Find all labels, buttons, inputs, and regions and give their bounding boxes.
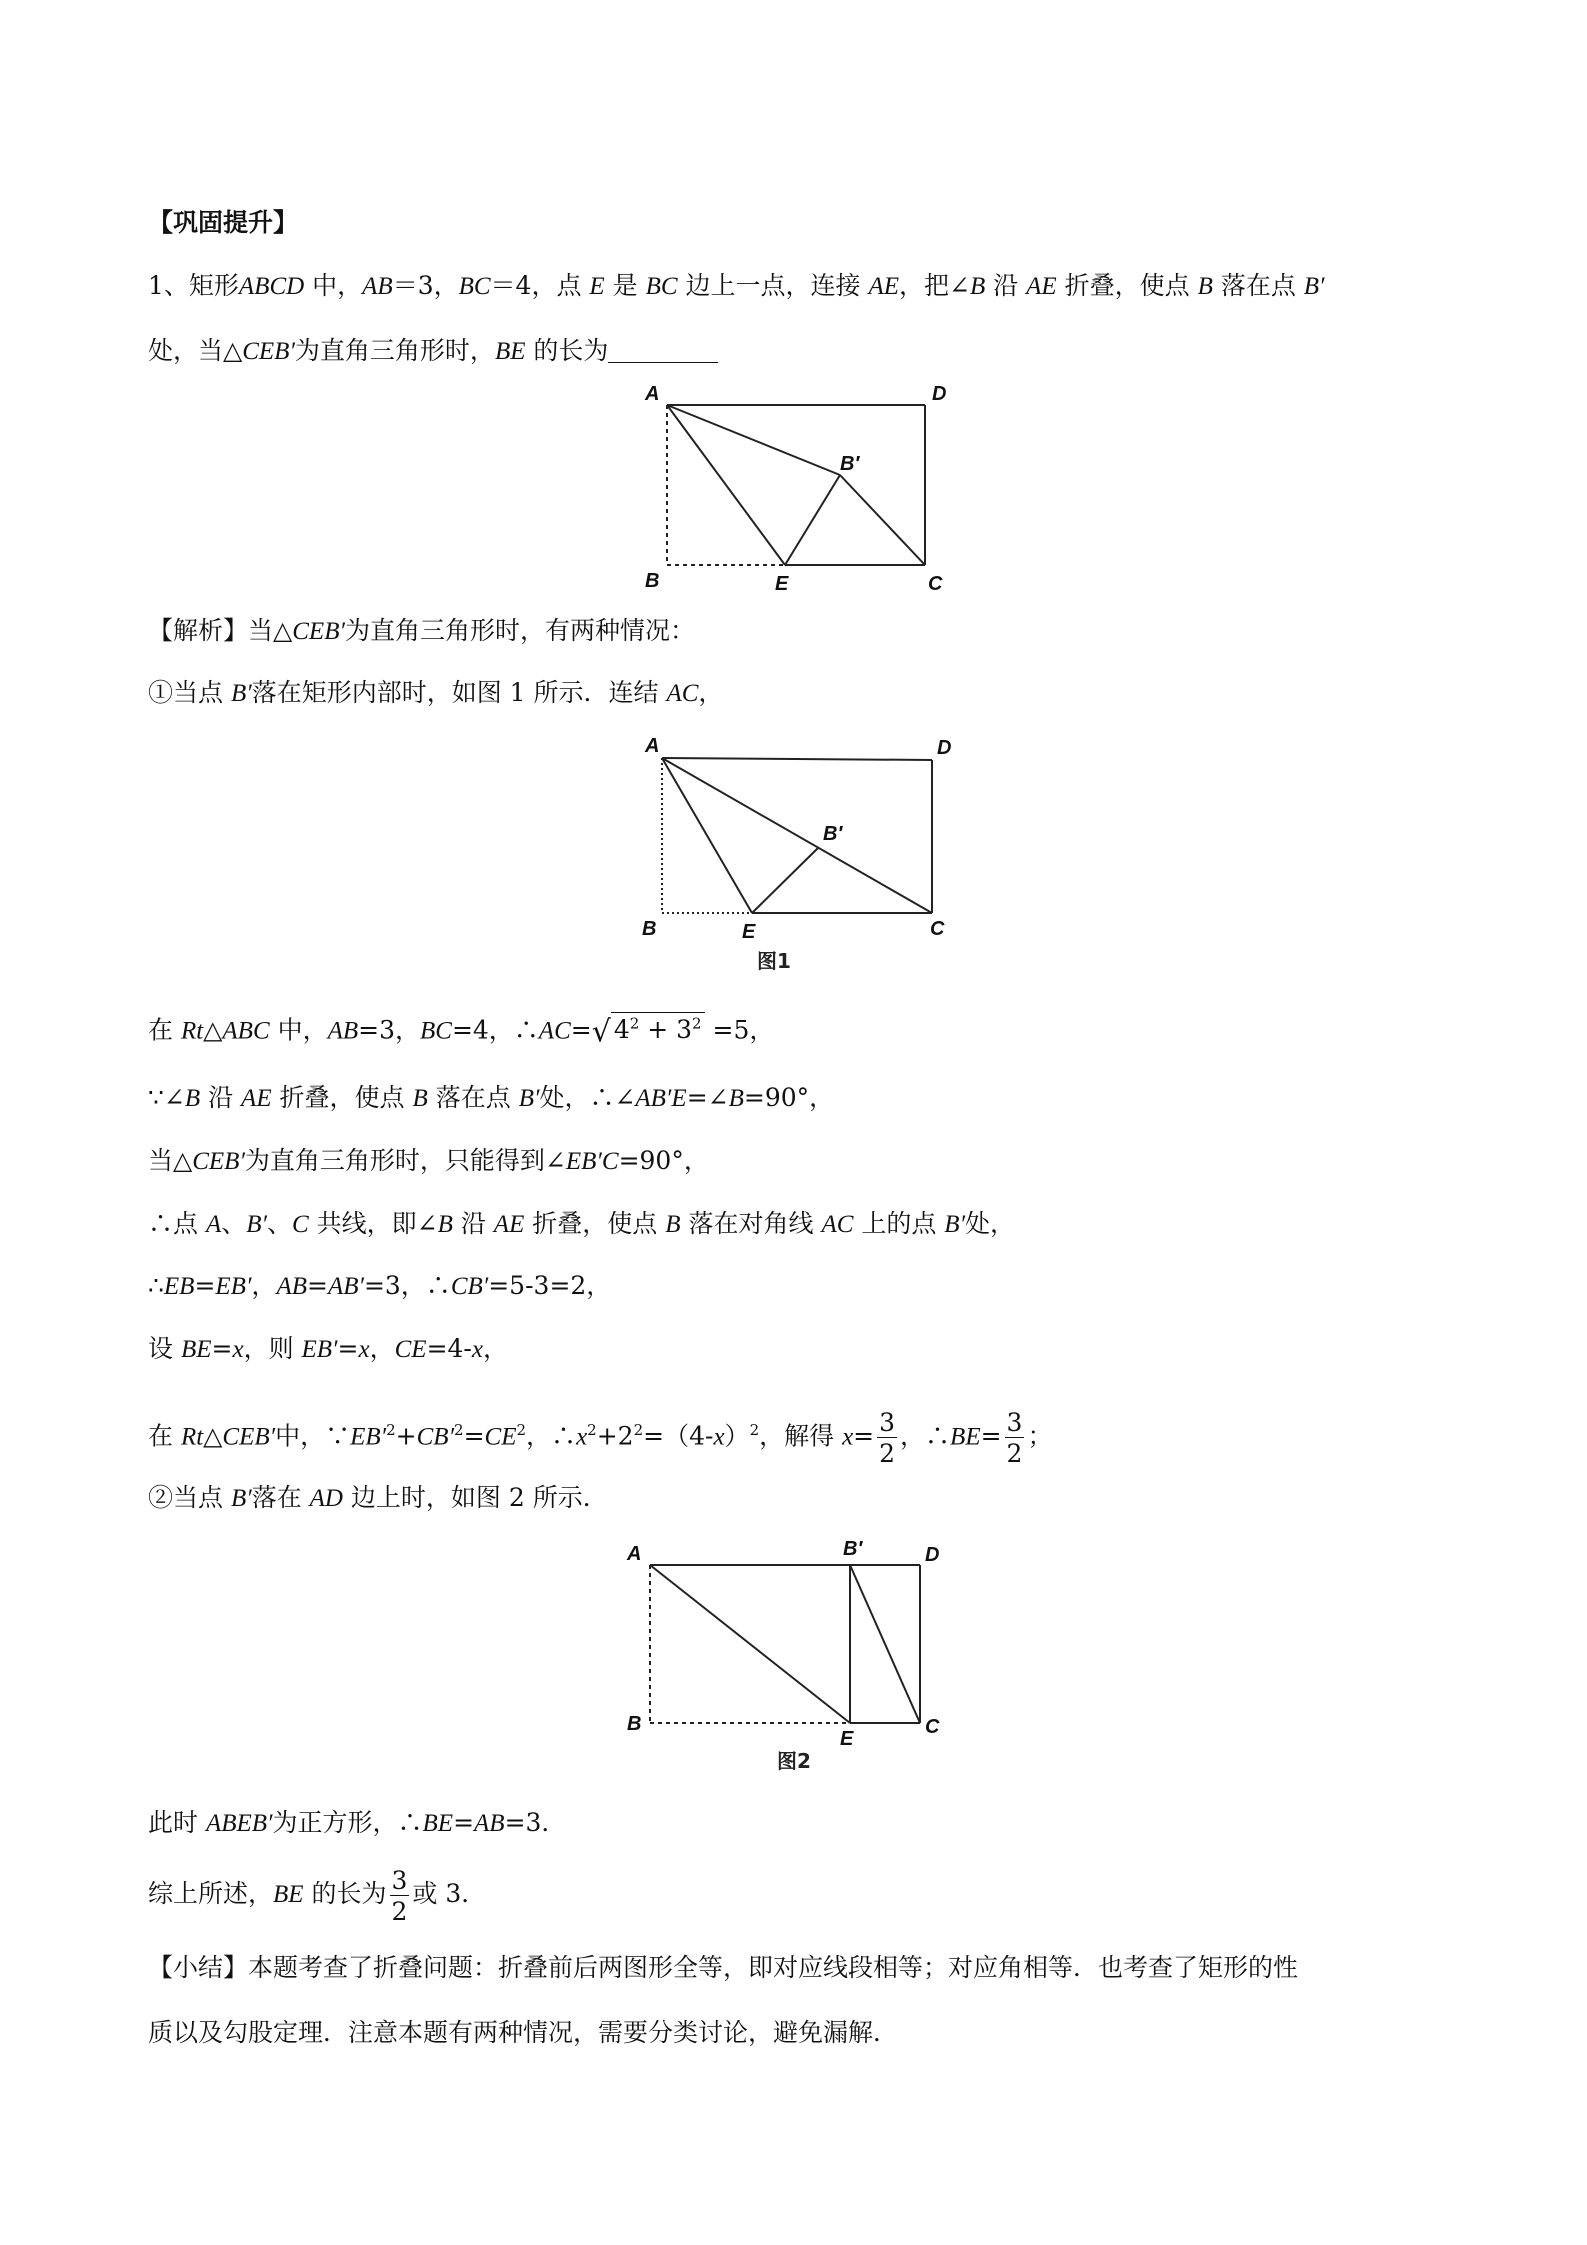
problem-figure [640, 380, 960, 604]
fig2-label-B: B [627, 1713, 642, 1735]
fig1-label-D: D [937, 737, 952, 759]
fig1-label-A: A [645, 735, 660, 757]
figure-1-caption: 图1 [757, 949, 791, 973]
step-3: 当△CEB′为直角三角形时，只能得到∠EB′C=90°， [148, 1146, 709, 1175]
figure-2 [615, 1535, 955, 1754]
step-7: 在 Rt△CEB′中，$\because EB'^2+CB'^2=CE^2$，$\therefore x^2+2^2=(4-x)^2$，解得 x= $\frac{3}{2}$ ，∴BE= $\frac{3}{2}$ ； [148, 1407, 1053, 1468]
fig0-label-A: A [645, 383, 660, 405]
fig0-label-C: C [928, 573, 943, 595]
solution-intro: 【解析】当△CEB′为直角三角形时，有两种情况： [148, 616, 695, 645]
case-1-heading: ①当点 B′落在矩形内部时，如图 1 所示．连结 AC， [148, 678, 724, 707]
conclusion: 综上所述，BE 的长为 $\frac{3}{2}$ 或 3． [148, 1865, 487, 1926]
summary-line-2: 质以及勾股定理．注意本题有两种情况，需要分类讨论，避免漏解． [148, 2018, 899, 2047]
fig1-label-C: C [930, 918, 945, 940]
fig0-label-B: B [645, 570, 660, 592]
step-4: ∴点 A、B′、C 共线，即∠B 沿 AE 折叠，使点 B 落在对角线 AC 上的点 B′处， [148, 1209, 1016, 1238]
answer-blank [608, 338, 718, 363]
fig2-label-C: C [925, 1716, 940, 1738]
case-2-heading: ②当点 B′落在 AD 边上时，如图 2 所示． [148, 1483, 608, 1512]
step-5: ∴EB=EB′，AB=AB′=3，∴CB′=5-3=2， [148, 1271, 612, 1300]
fig2-label-A: A [627, 1543, 642, 1565]
figure-2-caption: 图2 [777, 1749, 811, 1773]
fig0-label-Bp: B′ [840, 453, 860, 475]
section-title: 【巩固提升】 [148, 208, 299, 237]
fig0-label-D: D [932, 383, 947, 405]
step-2: ∵∠B 沿 AE 折叠，使点 B 落在点 B′处，∴∠AB′E=∠B=90°， [148, 1083, 835, 1112]
fig1-label-E: E [742, 921, 756, 943]
fig1-label-B: B [642, 918, 657, 940]
fig2-label-E: E [840, 1728, 854, 1750]
sqrt-expression: √ $4^2 + 3^2$ [592, 1006, 705, 1050]
step-6: 设 BE=x，则 EB′=x，CE=4-x， [148, 1334, 508, 1363]
fraction-x: $\frac{3}{2}$ [879, 1407, 896, 1468]
step-8: 此时 ABEB′为正方形，∴BE=AB=3． [148, 1808, 567, 1837]
fig1-label-Bp: B′ [823, 823, 843, 845]
summary-line-1: 【小结】本题考查了折叠问题：折叠前后两图形全等，即对应线段相等；对应角相等．也考查了矩形的性 [148, 1953, 1299, 1982]
fig2-label-Bp: B′ [843, 1538, 863, 1560]
fig2-label-D: D [925, 1544, 940, 1566]
fig0-label-E: E [775, 573, 789, 595]
figure-1 [630, 730, 970, 954]
step-1: 在 Rt△ABC 中，AB=3，BC=4，∴AC=√ $4^2 + 3^2 =5$， [148, 1006, 774, 1050]
fraction-be: $\frac{3}{2}$ [1006, 1407, 1023, 1468]
problem-line-1: 1、矩形ABCD 中，AB＝3，BC＝4，点 E 是 BC 边上一点，连接 AE，把∠B 沿 AE 折叠，使点 B 落在点 B′ [148, 271, 1325, 300]
problem-line-2: 处，当△CEB′为直角三角形时，BE 的长为 [148, 333, 718, 370]
fraction-answer: $\frac{3}{2}$ [391, 1865, 408, 1926]
